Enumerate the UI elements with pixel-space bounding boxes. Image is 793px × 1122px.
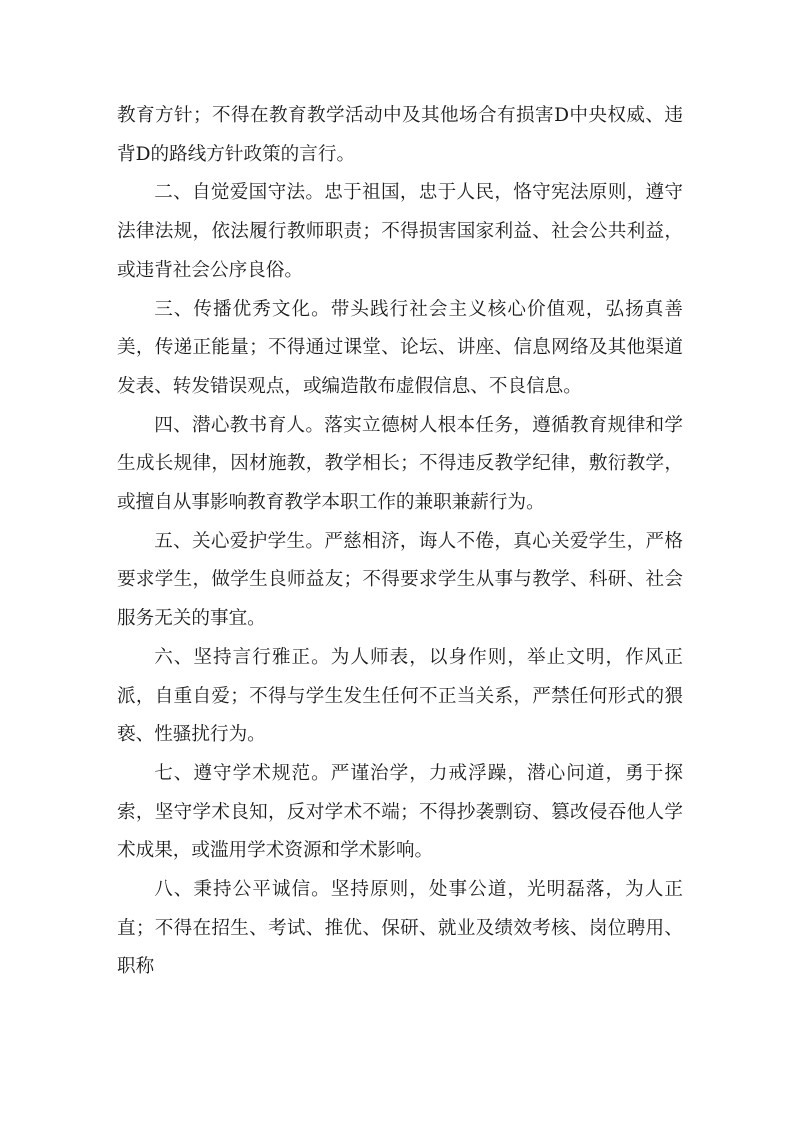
paragraph-continuation: 教育方针；不得在教育教学活动中及其他场合有损害D中央权威、违背D的路线方针政策的言行。 bbox=[117, 105, 683, 165]
paragraph-teaching: 四、潜心教书育人。落实立德树人根本任务，遵循教育规律和学生成长规律，因材施教，教学相长；不得违反教学纪律，敷衍教学，或擅自从事影响教育教学本职工作的兼职兼薪行为。 bbox=[117, 414, 683, 514]
paragraph-academic-norms: 七、遵守学术规范。严谨治学，力戒浮躁，潜心问道，勇于探索，坚守学术良知，反对学术不端；不得抄袭剽窃、篡改侵吞他人学术成果，或滥用学术资源和学术影响。 bbox=[117, 762, 683, 862]
paragraph-student-care: 五、关心爱护学生。严慈相济，诲人不倦，真心关爱学生，严格要求学生，做学生良师益友；不得要求学生从事与教学、科研、社会服务无关的事宜。 bbox=[117, 530, 683, 630]
paragraph-patriotism: 二、自觉爱国守法。忠于祖国，忠于人民，恪守宪法原则，遵守法律法规，依法履行教师职责；不得损害国家利益、社会公共利益，或违背社会公序良俗。 bbox=[117, 182, 683, 281]
paragraph-fairness: 八、秉持公平诚信。坚持原则，处事公道，光明磊落，为人正直；不得在招生、考试、推优、保研、就业及绩效考核、岗位聘用、职称 bbox=[117, 879, 683, 978]
paragraph-conduct: 六、坚持言行雅正。为人师表，以身作则，举止文明，作风正派，自重自爱；不得与学生发生任何不正当关系，严禁任何形式的猥亵、性骚扰行为。 bbox=[117, 646, 683, 746]
document-body bbox=[117, 97, 683, 987]
paragraph-culture: 三、传播优秀文化。带头践行社会主义核心价值观，弘扬真善美，传递正能量；不得通过课堂、论坛、讲座、信息网络及其他渠道发表、转发错误观点，或编造散布虚假信息、不良信息。 bbox=[117, 298, 683, 397]
